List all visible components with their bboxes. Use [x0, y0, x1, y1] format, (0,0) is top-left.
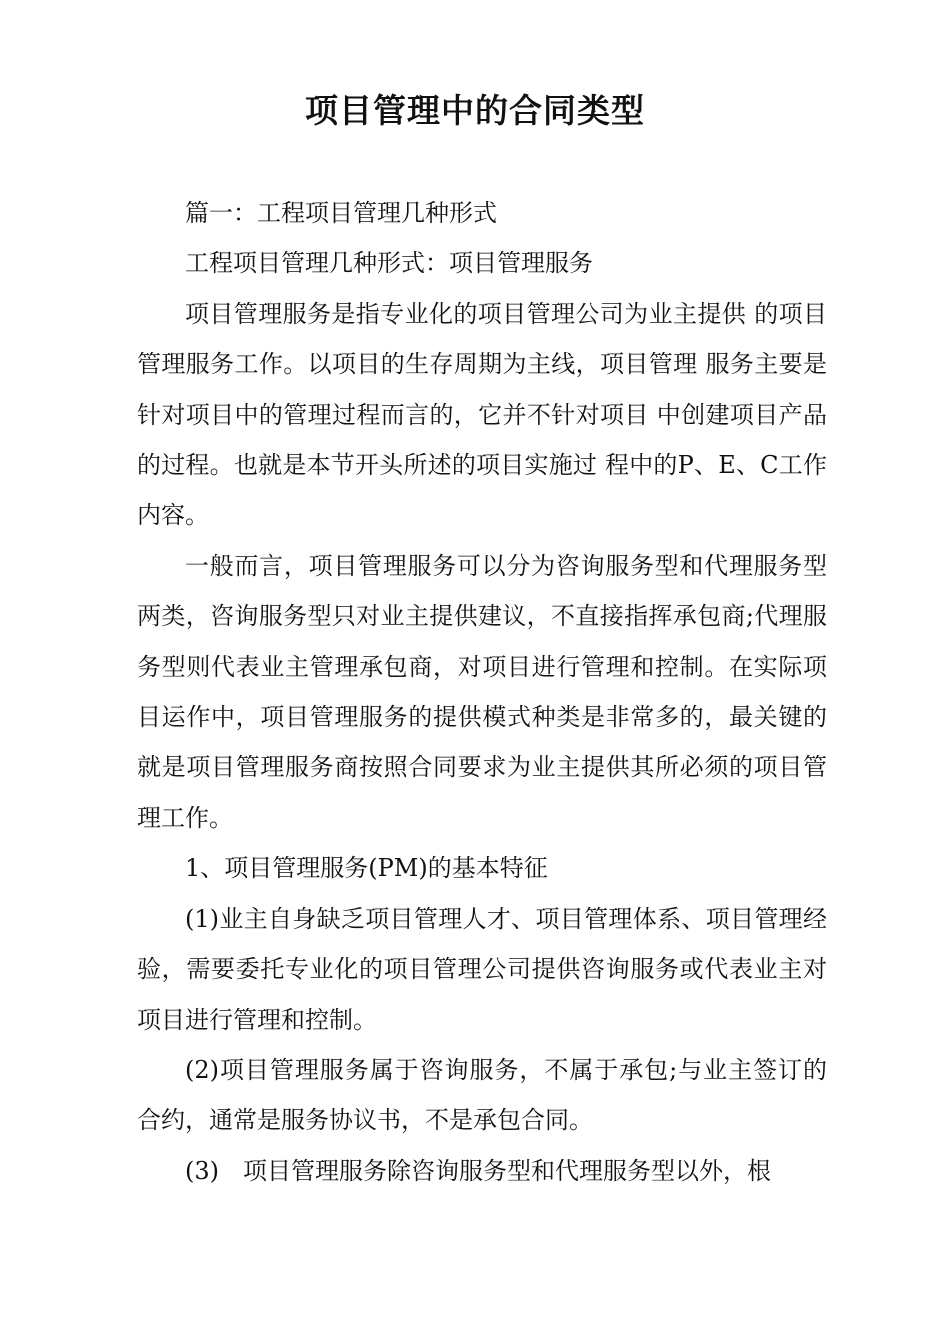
body-paragraph: 项目管理服务是指专业化的项目管理公司为业主提供 的项目管理服务工作。以项目的生存周期为主线，项目管理 服务主要是针对项目中的管理过程而言的，它并不针对项目 中创建项目产品的过程。也就是本节开头所述的项目实施过 程中的P、E、C工作内容。 — [137, 299, 827, 530]
section-heading: 篇一：工程项目管理几种形式 — [185, 199, 497, 227]
list-item: (3) 项目管理服务除咨询服务型和代理服务型以外，根 — [185, 1156, 771, 1185]
list-item: (2)项目管理服务属于咨询服务，不属于承包;与业主签订的合约，通常是服务协议书，不是承包合同。 — [137, 1055, 827, 1135]
subsection-heading: 工程项目管理几种形式：项目管理服务 — [185, 249, 593, 278]
numbered-heading: 1、项目管理服务(PM)的基本特征 — [185, 854, 548, 883]
document-body — [137, 188, 827, 1196]
document-title: 项目管理中的合同类型 — [305, 91, 645, 130]
list-item: (1)业主自身缺乏项目管理人才、项目管理体系、项目管理经验，需要委托专业化的项目管理公司提供咨询服务或代表业主对项目进行管理和控制。 — [137, 904, 827, 1034]
body-paragraph: 一般而言，项目管理服务可以分为咨询服务型和代理服务型两类，咨询服务型只对业主提供建议，不直接指挥承包商;代理服务型则代表业主管理承包商，对项目进行管理和控制。在实际项目运作中，项目管理服务的提供模式种类是非常多的，最关键的就是项目管理服务商按照合同要求为业主提供其所必须的项目管理工作。 — [137, 551, 827, 832]
